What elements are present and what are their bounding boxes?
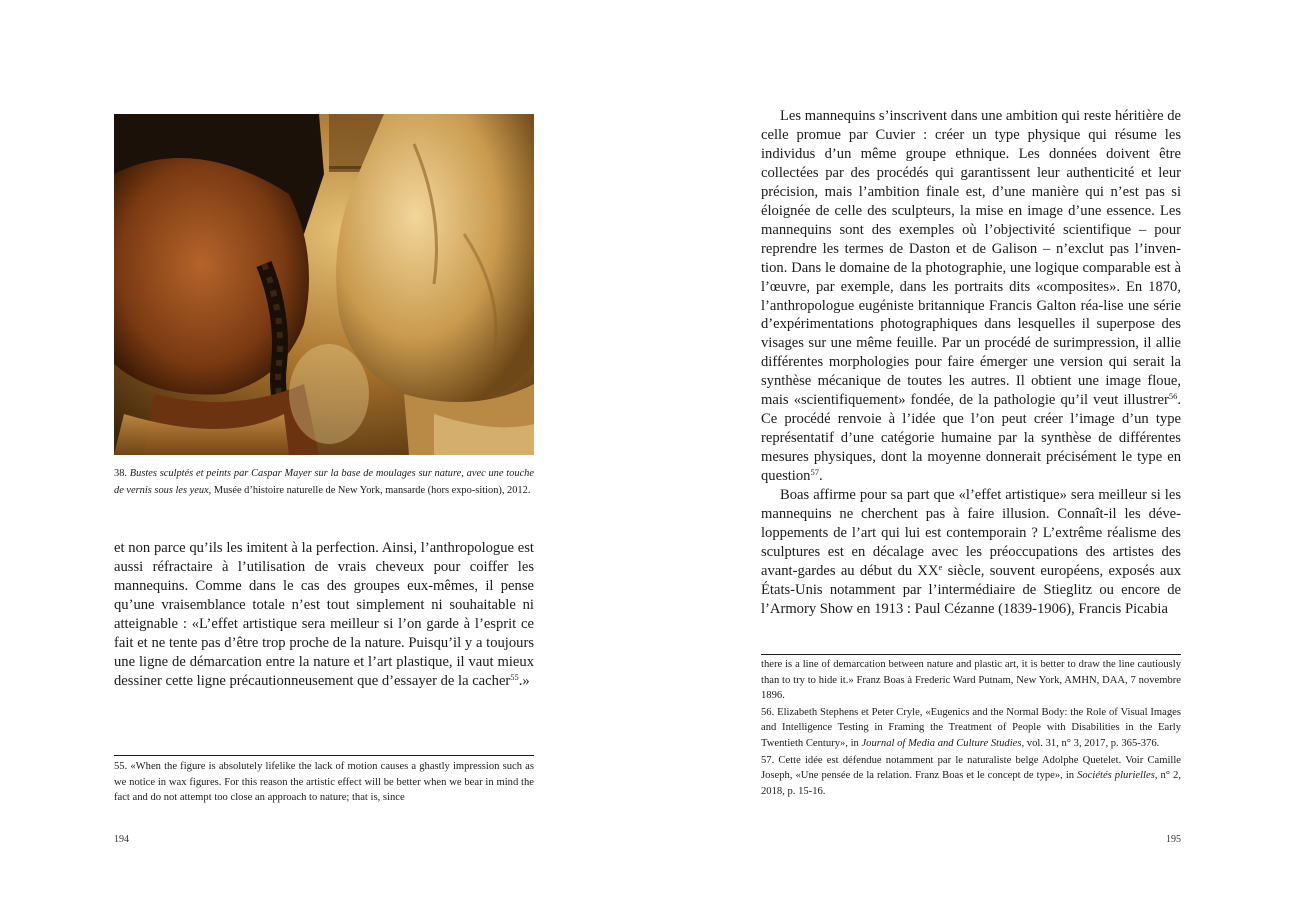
caption-details: Musée d’histoire naturelle de New York, mansarde (hors expo-sition), 2012. [213, 485, 531, 496]
sculpted-busts-photo [114, 114, 534, 455]
body-text-run: Les mannequins s’inscrivent dans une ambition qui reste héritière de celle promue par Cuvier : créer un type physique qui résume les individus d’un même groupe ethnique. Les données doivent être collectées par des procédés qui garantissent leur authenticité et leur précision, mais l’ambition finale est, d’une manière qui n’est pas si éloignée de celle des sculpteurs, la mise en image d’une essence. Les mannequins sont des exemples où l’objectivité scientifique – pour reprendre les termes de Daston et de Galison – n’exclut pas l’inven-tion. Dans le domaine de la photographie, une logique comparable est à l’œuvre, par exemple, dans les portraits dits «composites». En 1870, l’anthropologue eugéniste britannique Francis Galton réa-lise une série d’expérimentations photographiques dans lesquelles il superpose des visages sur une même feuille. Par un procédé de surimpression, il allie différentes morphologies pour faire émerger une version qui serait la synthèse mécanique de toutes les autres. Il obtient une image floue, mais «scientifiquement» fondée, de la pathologie qu’il veut illustrer [761, 108, 1181, 409]
footnote-ref: 55 [510, 671, 519, 682]
footnote-55: 55. «When the figure is absolutely lifelike the lack of motion causes a ghastly impression such as we notice in wax figures. For this reason the artistic effect will be better when we bear in mind the fact and do not attempt too close an approach to nature; that is, since [114, 761, 534, 804]
caption-number: 38. [114, 468, 127, 479]
footnote-57 [761, 753, 1181, 800]
footnote-ref-56: 56 [1168, 391, 1178, 402]
right-footnotes [761, 657, 1181, 800]
caption-title: Bustes sculptés et peints par Caspar Mayer sur la base de moulages sur nature, avec une touche de vernis sous les yeux, [114, 468, 534, 496]
footnote-text: , n° 2, 2018, p. 15-16. [761, 770, 1181, 797]
journal-title: Journal of Media and Culture Studies [861, 737, 1022, 749]
right-body-text [761, 107, 1181, 619]
footnote-text: , vol. 31, n° 3, 2017, p. 365-376. [1021, 737, 1160, 749]
body-text-run: et non parce qu’ils les imitent à la perfection. Ainsi, l’anthropologue est aussi réfractaire à l’utilisation de vrais cheveux pour coiffer les mannequins. Comme dans le cas des groupes eux-mêmes, il pense qu’une vraisemblance totale n’est tout simplement ni souhaitable ni atteignable : «L’effet artistique sera meilleur si l’on garde à l’esprit ce fait et ne tente pas d’être trop proche de la nature. Puisqu’il y a toujours une ligne de démarcation entre la nature et l’art plastique, il vaut mieux dessiner cette ligne précautionneusement que d’essayer de la cacher [114, 540, 534, 689]
footnote-55-continued: there is a line of demarcation between nature and plastic art, it is better to draw the line cautiously than to try to hide it.» Franz Boas à Frederic Ward Putnam, New York, AMHN, DAA, 7 novembre 1896. [761, 659, 1181, 702]
body-text-run: . Ce procédé renvoie à l’idée que l’on peut créer l’image d’un type représentatif d’une catégorie humaine par la synthèse de différentes mesures physiques, dont la moyenne donnerait précisément le type en question [761, 392, 1181, 485]
footnote-text: 57. Cette idée est défendue notamment par le naturaliste belge Adolphe Quetelet. Voir Camille Joseph, «Une pensée de la relation. Franz Boas et le concept de type», in [761, 754, 1181, 782]
footnote-text: 56. Elizabeth Stephens et Peter Cryle, «Eugenics and the Normal Body: the Role of Visual Images and Intelligence Testing in Framing the Treatment of People with Disabilities in the Early Twentieth Century», in [761, 706, 1181, 749]
left-body-text [114, 539, 534, 691]
page-number: 195 [1166, 834, 1181, 845]
body-paragraph [114, 539, 534, 691]
left-footnotes [114, 759, 534, 807]
body-text-run: Boas affirme pour sa part que «l’effet artistique» sera meilleur si les mannequins ne cherchent pas à faire illusion. Connaît-il les déve-loppements de l’art qui lui est contemporain ? L’extrême réalisme des sculptures est en décalage avec les préoccupations des artistes des avant-gardes au début du XX [761, 487, 1181, 579]
century-superscript: e [938, 561, 943, 572]
page-number: 194 [114, 834, 129, 845]
footnote-ref-57: 57 [810, 467, 819, 478]
right-page [647, 0, 1294, 913]
body-text-run: . [818, 468, 823, 485]
body-text-run: siècle, souvent européens, exposés aux États-Unis notamment par l’intermédiaire de Stieglitz ou encore de l’Armory Show en 1913 : Paul Cézanne (1839-1906), Francis Picabia [761, 562, 1182, 617]
footnote-rule [761, 654, 1181, 655]
footnote-56 [761, 705, 1181, 752]
photo-illustration [114, 114, 534, 455]
body-text-run: .» [518, 672, 530, 689]
journal-title: Sociétés plurielles [1077, 770, 1155, 782]
footnote-rule [114, 755, 534, 756]
figure-caption [114, 465, 534, 499]
body-paragraph-1 [761, 107, 1181, 486]
body-paragraph-2 [761, 486, 1181, 619]
